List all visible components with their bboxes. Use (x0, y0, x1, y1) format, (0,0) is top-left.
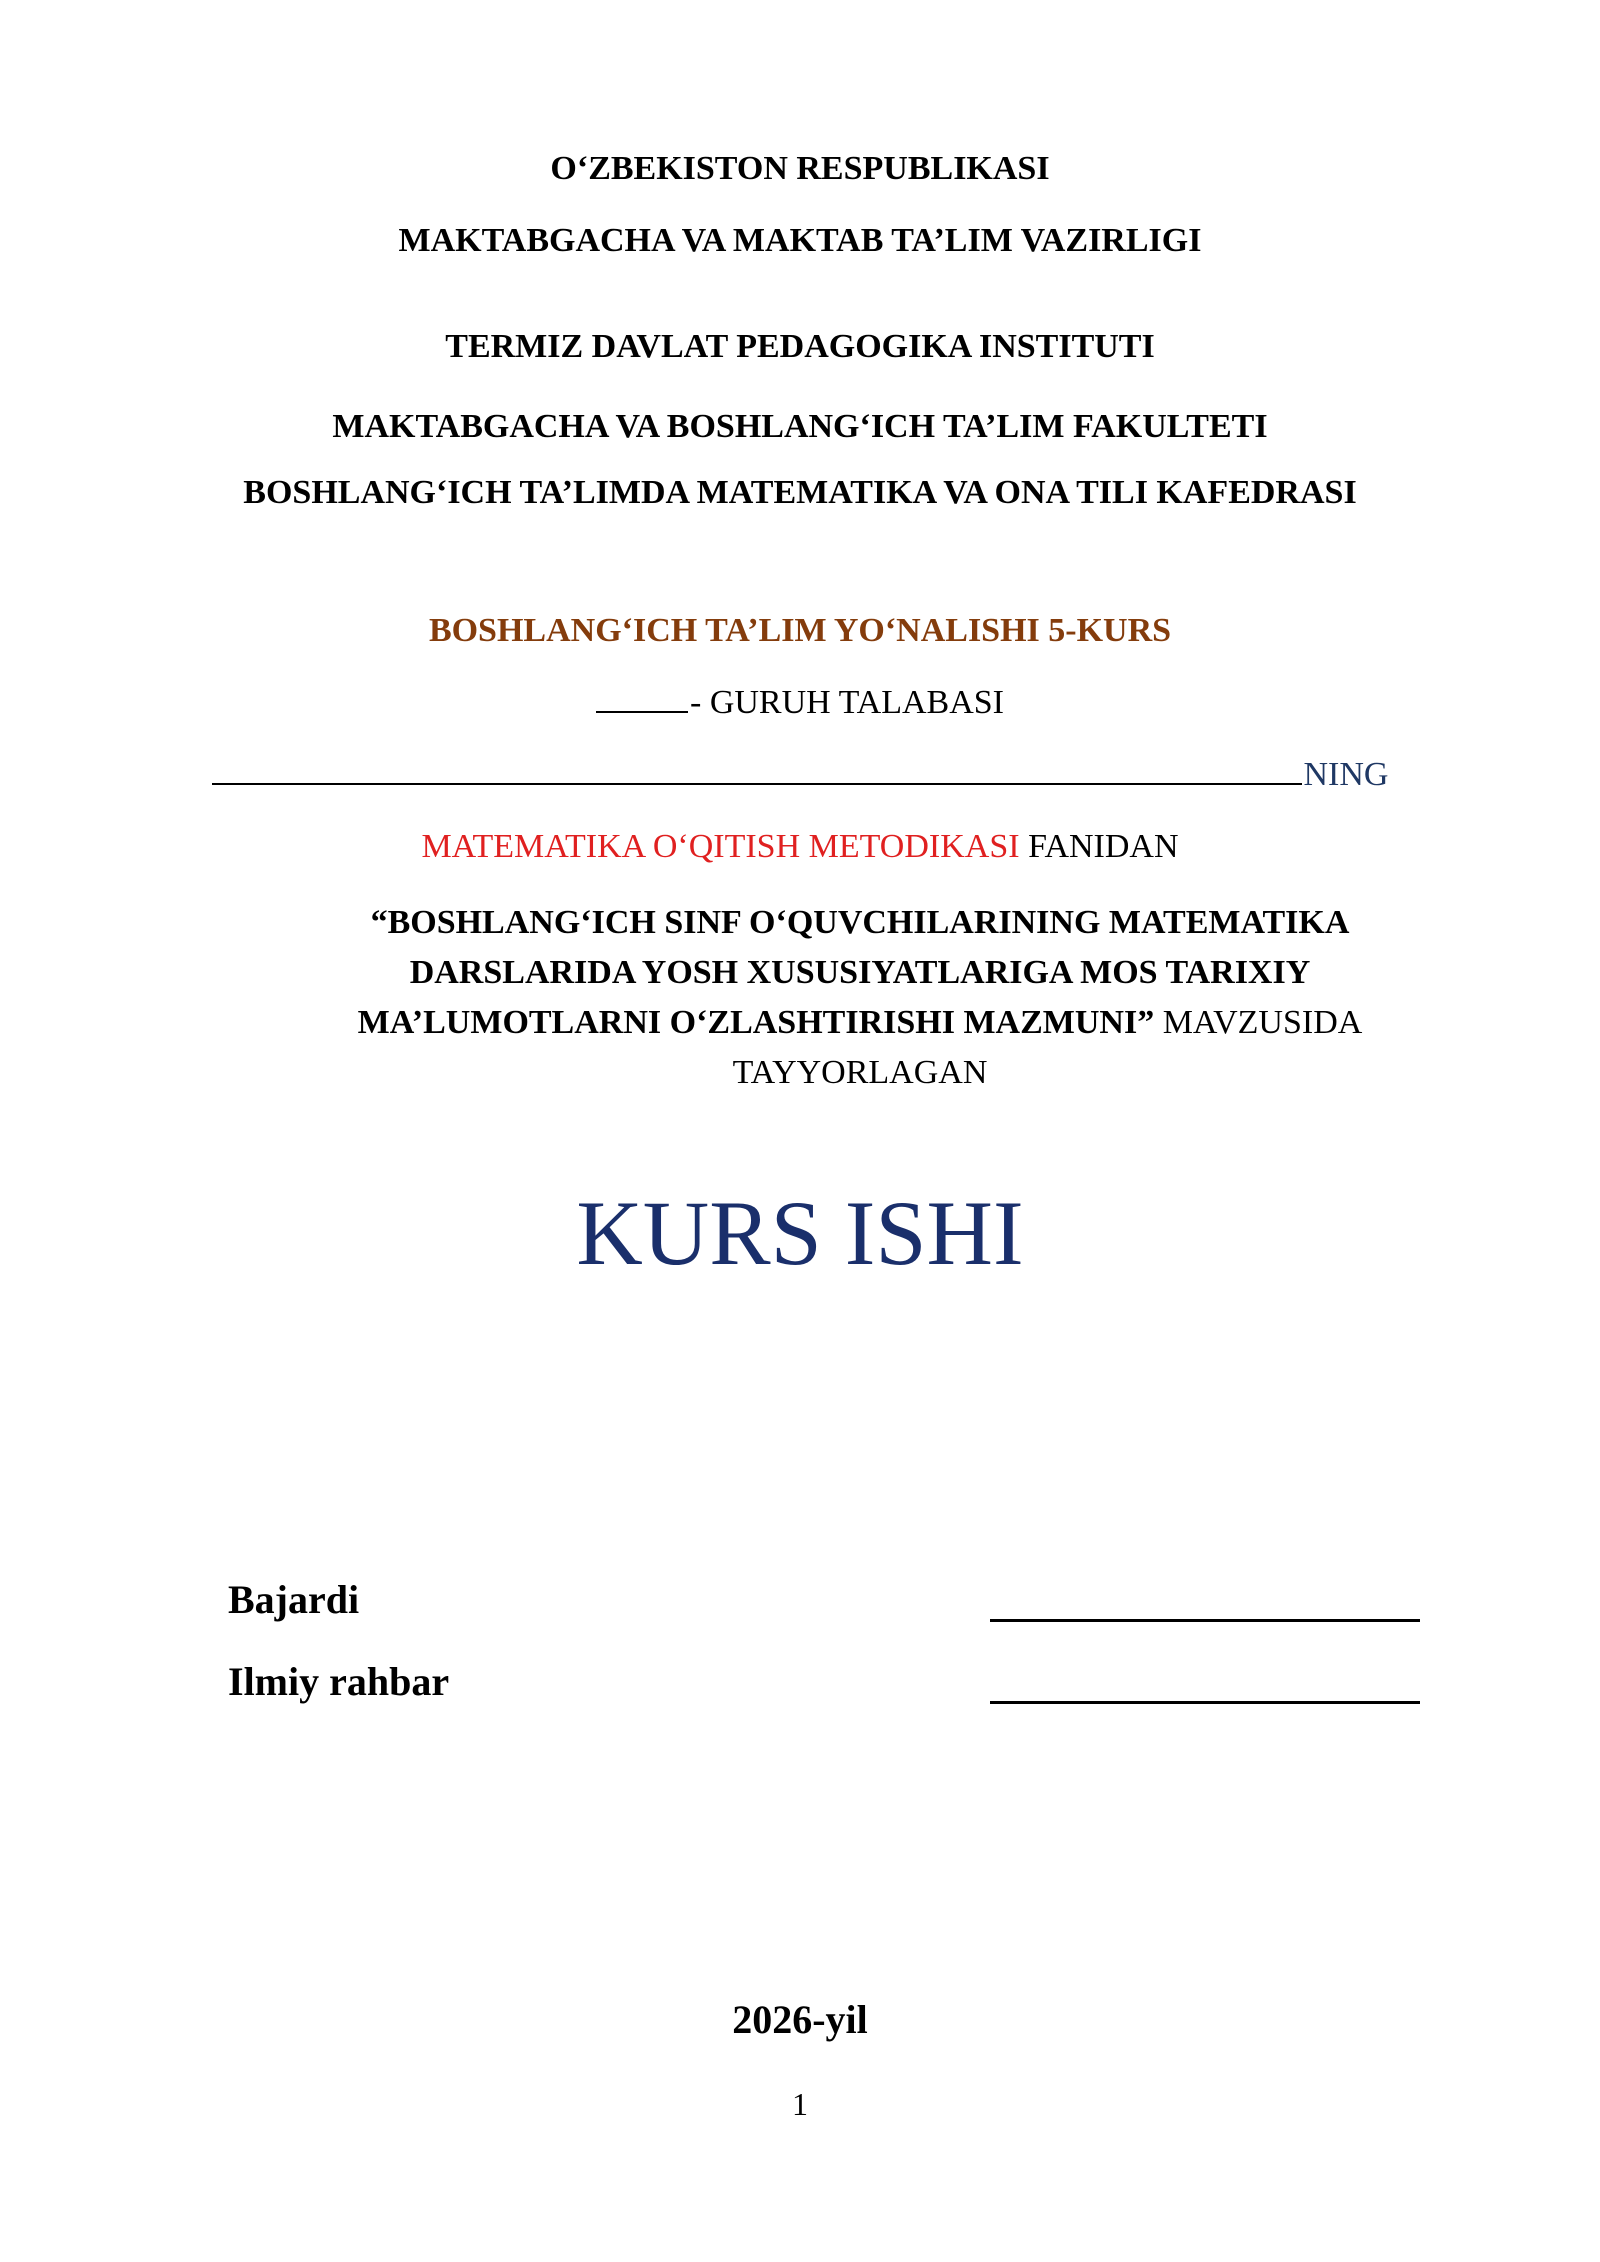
faculty-heading: MAKTABGACHA VA BOSHLANG‘ICH TA’LIM FAKULTETI (332, 408, 1268, 445)
department-heading: BOSHLANG‘ICH TA’LIMDA MATEMATIKA VA ONA TILI KAFEDRASI (243, 474, 1357, 511)
page-number: 1 (792, 2086, 808, 2122)
group-blank (596, 711, 688, 713)
prepared-label: TAYYORLAGAN (732, 1054, 988, 1091)
direction-line: BOSHLANG‘ICH TA’LIM YO‘NALISHI 5-KURS (428, 612, 1172, 649)
performed-label: Bajardi (228, 1577, 360, 1622)
institute-heading: TERMIZ DAVLAT PEDAGOGIKA INSTITUTI (445, 328, 1155, 365)
country-heading: O‘ZBEKISTON RESPUBLIKASI (550, 150, 1050, 187)
subject-suffix: FANIDAN (1019, 828, 1179, 865)
group-line (0, 684, 1600, 722)
document-type-title: KURS ISHI (576, 1182, 1024, 1284)
subject-line (0, 828, 1600, 866)
name-suffix: NING (1303, 756, 1389, 793)
performed-signature-line (990, 1619, 1420, 1622)
ministry-heading: MAKTABGACHA VA MAKTAB TA’LIM VAZIRLIGI (398, 222, 1202, 259)
topic-title-line-3 (270, 998, 1450, 1048)
advisor-label: Ilmiy rahbar (228, 1659, 450, 1704)
topic-suffix: MAVZUSIDA (1154, 1004, 1363, 1041)
topic-block (270, 898, 1450, 1098)
student-name-blank (212, 783, 1302, 785)
topic-title-line-2: DARSLARIDA YOSH XUSUSIYATLARIGA MOS TARIXIY (409, 954, 1311, 991)
topic-title-line-1: “BOSHLANG‘ICH SINF O‘QUVCHILARINING MATEMATIKA (370, 904, 1350, 941)
group-suffix: - GURUH TALABASI (690, 684, 1004, 721)
advisor-signature-line (990, 1701, 1420, 1704)
subject-name: MATEMATIKA O‘QITISH METODIKASI (421, 828, 1020, 865)
student-name-line (0, 756, 1600, 794)
year-label: 2026-yil (732, 1997, 868, 2042)
topic-title-line-3-text: MA’LUMOTLARNI O‘ZLASHTIRISHI MAZMUNI” (357, 1004, 1155, 1041)
